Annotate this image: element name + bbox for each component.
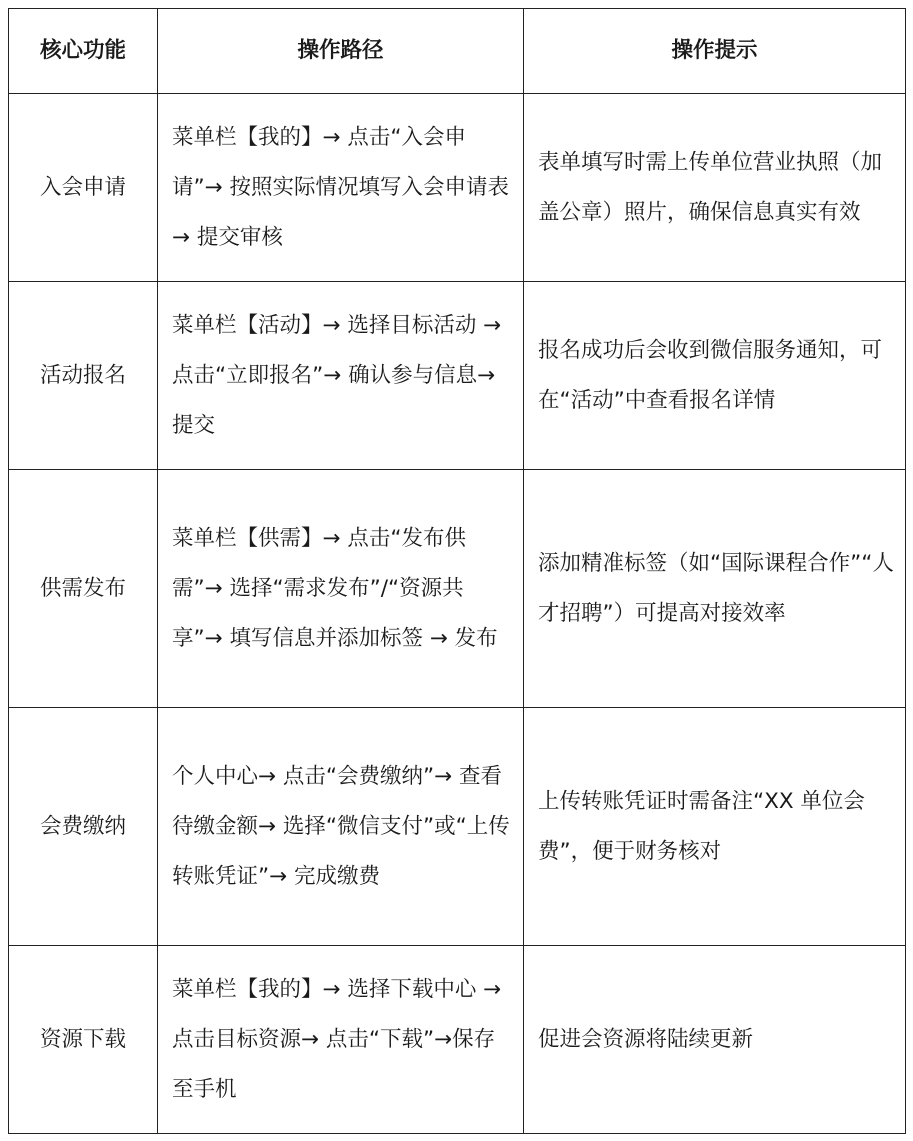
header-operation-tip: 操作提示 [524, 9, 906, 94]
table-row [9, 94, 906, 282]
cell-path: 个人中心→ 点击“会费缴纳”→ 查看待缴金额→ 选择“微信支付”或“上传转账凭证”→ 完成缴费 [158, 708, 524, 946]
cell-tip: 报名成功后会收到微信服务通知，可在“活动”中查看报名详情 [524, 282, 906, 470]
cell-path: 菜单栏【我的】→ 点击“入会申请”→ 按照实际情况填写入会申请表→ 提交审核 [158, 94, 524, 282]
cell-tip: 促进会资源将陆续更新 [524, 946, 906, 1134]
feature-guide-table [8, 8, 906, 1134]
cell-function: 供需发布 [9, 470, 158, 708]
header-core-function: 核心功能 [9, 9, 158, 94]
table-row [9, 708, 906, 946]
cell-tip: 表单填写时需上传单位营业执照（加盖公章）照片，确保信息真实有效 [524, 94, 906, 282]
cell-tip: 上传转账凭证时需备注“XX 单位会费”，便于财务核对 [524, 708, 906, 946]
table-row [9, 282, 906, 470]
cell-function: 活动报名 [9, 282, 158, 470]
cell-path: 菜单栏【活动】→ 选择目标活动 → 点击“立即报名”→ 确认参与信息→ 提交 [158, 282, 524, 470]
table-row [9, 946, 906, 1134]
header-operation-path: 操作路径 [158, 9, 524, 94]
table-body [9, 94, 906, 1134]
table-header [9, 9, 906, 94]
cell-function: 会费缴纳 [9, 708, 158, 946]
cell-tip: 添加精准标签（如“国际课程合作”“人才招聘”）可提高对接效率 [524, 470, 906, 708]
cell-function: 资源下载 [9, 946, 158, 1134]
cell-path: 菜单栏【我的】→ 选择下载中心 → 点击目标资源→ 点击“下载”→保存至手机 [158, 946, 524, 1134]
header-row [9, 9, 906, 94]
cell-path: 菜单栏【供需】→ 点击“发布供需”→ 选择“需求发布”/“资源共享”→ 填写信息并添加标签 → 发布 [158, 470, 524, 708]
cell-function: 入会申请 [9, 94, 158, 282]
table-row [9, 470, 906, 708]
